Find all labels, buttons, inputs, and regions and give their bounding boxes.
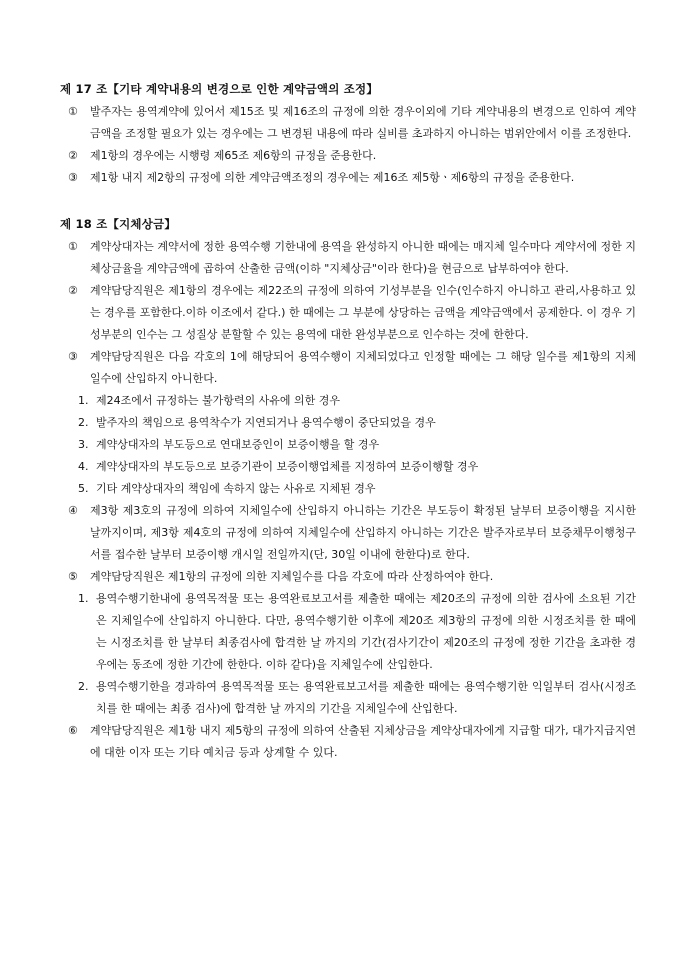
item-number: 3. bbox=[78, 438, 89, 451]
list-item bbox=[60, 676, 636, 720]
clause-number: ③ bbox=[68, 350, 78, 363]
clause-text: 계약담당직원은 다음 각호의 1에 해당되어 용역수행이 지체되었다고 인정할 때에는 그 해당 일수를 제1항의 지체일수에 산입하지 아니한다. bbox=[90, 350, 636, 385]
clause-number: ④ bbox=[68, 504, 78, 517]
clause-number: ① bbox=[68, 240, 78, 253]
list-item bbox=[60, 588, 636, 676]
item-text: 계약상대자의 부도등으로 연대보증인이 보증이행을 할 경우 bbox=[96, 438, 380, 451]
item-number: 2. bbox=[78, 680, 89, 693]
list-item bbox=[60, 434, 636, 456]
item-number: 1. bbox=[78, 592, 89, 605]
list-item bbox=[60, 412, 636, 434]
item-text: 발주자의 책임으로 용역착수가 지연되거나 용역수행이 중단되었을 경우 bbox=[96, 416, 436, 429]
list-item bbox=[60, 478, 636, 500]
item-number: 4. bbox=[78, 460, 89, 473]
clause-text: 계약상대자는 계약서에 정한 용역수행 기한내에 용역을 완성하지 아니한 때에는 매지체 일수마다 계약서에 정한 지체상금율을 계약금액에 곱하여 산출한 금액(이하 "지체상금"이라 한다)을 현금으로 납부하여야 한다. bbox=[90, 240, 636, 275]
clause-text: 계약담당직원은 제1항의 경우에는 제22조의 규정에 의하여 기성부분을 인수(인수하지 아니하고 관리,사용하고 있는 경우를 포함한다.이하 이조에서 같다.) 한 때에는 그 부분에 상당하는 금액을 계약금액에서 공제한다. 이 경우 기성부분의 인수는 그 성질상 분할할 수 있는 용역에 대한 완성부분으로 인수하는 것에 한한다. bbox=[90, 284, 636, 341]
clause-text: 제1항의 경우에는 시행령 제65조 제6항의 규정을 준용한다. bbox=[90, 149, 377, 162]
clause-number: ② bbox=[68, 284, 78, 297]
article-18 bbox=[60, 213, 636, 764]
clause-6 bbox=[60, 720, 636, 764]
clause-3 bbox=[60, 167, 636, 189]
list-item bbox=[60, 390, 636, 412]
item-number: 5. bbox=[78, 482, 89, 495]
clause-text: 제1항 내지 제2항의 규정에 의한 계약금액조정의 경우에는 제16조 제5항ㆍ제6항의 규정을 준용한다. bbox=[90, 171, 575, 184]
clause-number: ① bbox=[68, 105, 78, 118]
item-text: 기타 계약상대자의 책임에 속하지 않는 사유로 지체된 경우 bbox=[96, 482, 376, 495]
item-number: 2. bbox=[78, 416, 89, 429]
clause-4 bbox=[60, 500, 636, 566]
clause-text: 발주자는 용역계약에 있어서 제15조 및 제16조의 규정에 의한 경우이외에 기타 계약내용의 변경으로 인하여 계약금액을 조정할 필요가 있는 경우에는 그 변경된 내용에 따라 실비를 초과하지 아니하는 범위안에서 이를 조정한다. bbox=[90, 105, 636, 140]
clause-text: 제3항 제3호의 규정에 의하여 지체일수에 산입하지 아니하는 기간은 부도등이 확정된 날부터 보증이행을 지시한 날까지이며, 제3항 제4호의 규정에 의하여 지체일수에 산입하지 아니하는 기간은 발주자로부터 보증채무이행청구서를 접수한 날부터 보증이행 개시일 전일까지(단, 30일 이내에 한한다)로 한다. bbox=[90, 504, 636, 561]
item-text: 용역수행기한을 경과하여 용역목적물 또는 용역완료보고서를 제출한 때에는 용역수행기한 익일부터 검사(시정조치를 한 때에는 최종 검사)에 합격한 날 까지의 기간을 지체일수에 산입한다. bbox=[96, 680, 636, 715]
clause-number: ⑥ bbox=[68, 724, 78, 737]
clause-2 bbox=[60, 280, 636, 346]
clause-3 bbox=[60, 346, 636, 390]
item-text: 계약상대자의 부도등으로 보증기관이 보증이행업체를 지정하여 보증이행할 경우 bbox=[96, 460, 479, 473]
clause-text: 계약담당직원은 제1항의 규정에 의한 지체일수를 다음 각호에 따라 산정하여야 한다. bbox=[90, 570, 494, 583]
clause-1 bbox=[60, 236, 636, 280]
clause-number: ③ bbox=[68, 171, 78, 184]
clause-text: 계약담당직원은 제1항 내지 제5항의 규정에 의하여 산출된 지체상금을 계약상대자에게 지급할 대가, 대가지급지연에 대한 이자 또는 기타 예치금 등과 상계할 수 있다. bbox=[90, 724, 636, 759]
clause-number: ⑤ bbox=[68, 570, 78, 583]
article-17 bbox=[60, 78, 636, 189]
item-text: 용역수행기한내에 용역목적물 또는 용역완료보고서를 제출한 때에는 제20조의 규정에 의한 검사에 소요된 기간은 지체일수에 산입하지 아니한다. 다만, 용역수행기한 이후에 제20조 제3항의 규정에 의한 시정조치를 한 때에는 시정조치를 한 날부터 최종검사에 합격한 날 까지의 기간(검사기간이 제20조의 규정에 정한 기간을 초과한 경우에는 동조에 정한 기간에 한한다. 이하 같다)을 지체일수에 산입한다. bbox=[96, 592, 636, 671]
article-title: 제 18 조【지체상금】 bbox=[60, 217, 177, 231]
item-text: 제24조에서 규정하는 불가항력의 사유에 의한 경우 bbox=[96, 394, 340, 407]
clause-1 bbox=[60, 101, 636, 145]
clause-5 bbox=[60, 566, 636, 588]
item-number: 1. bbox=[78, 394, 89, 407]
clause-number: ② bbox=[68, 149, 78, 162]
list-item bbox=[60, 456, 636, 478]
clause-2 bbox=[60, 145, 636, 167]
article-title: 제 17 조【기타 계약내용의 변경으로 인한 계약금액의 조정】 bbox=[60, 82, 379, 96]
